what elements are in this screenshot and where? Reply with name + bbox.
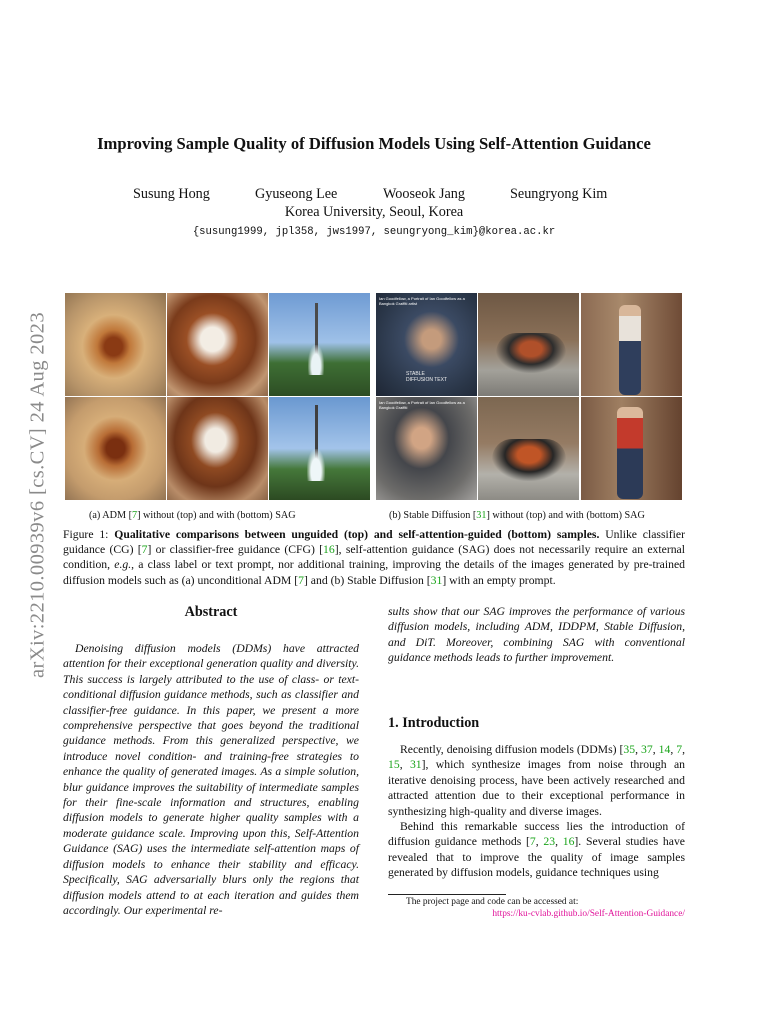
citation-link[interactable]: 7 [132, 510, 138, 521]
author-name: Wooseok Jang [383, 186, 465, 202]
footnote [388, 896, 685, 920]
abstract-heading: Abstract [184, 604, 238, 620]
sd-motorcycle-unguided-image [478, 293, 579, 396]
citation-link[interactable]: 16 [562, 835, 575, 849]
sd-portrait-guided-image [376, 397, 477, 500]
author-list [0, 186, 748, 206]
footnote-rule [388, 894, 506, 895]
citation-link[interactable]: 7 [529, 835, 536, 849]
paper-title: Improving Sample Quality of Diffusion Models Using Self-Attention Guidance [97, 134, 651, 153]
abstract-body: Denoising diffusion models (DDMs) have attracted attention for their exceptional generation quality and diversity. This success is largely attributed to the use of class- or text-conditional diffusion guidance methods, such as classifier and classifier-free guidance. In this paper, we present a more comprehensive perspective that goes beyond the traditional guidance methods. From this generalized perspective, we introduce novel condition- and training-free strategies to enhance the quality of generated images. As a simple solution, blur guidance improves the suitability of intermediate samples for their fine-scale information and structures, enabling diffusion models to generate higher quality samples with a moderate guidance scale. Improving upon this, Self-Attention Guidance (SAG) uses the intermediate self-attention maps of diffusion models to enhance their stability and efficacy. Specifically, SAG adversarially blurs only the regions that diffusion models attend to at each iteration and guides them accordingly. Our experimental re- [63, 642, 359, 917]
subcaption-b: (b) Stable Diffusion [31] without (top) and with (bottom) SAG [389, 510, 645, 521]
adm-fountain-unguided-image [269, 293, 370, 396]
portrait-overlay-text: Ian Goodfellow, a Portrait of Ian Goodfellow as a Bangkok Graffiti [379, 400, 465, 410]
author-name: Susung Hong [133, 186, 210, 202]
portrait-sign-text: STABLE DIFFUSION TEXT [406, 371, 448, 383]
footnote-text: The project page and code can be accessed at: [406, 897, 579, 907]
citation-link[interactable]: 7 [676, 743, 683, 756]
section-heading-introduction: 1. Introduction [388, 715, 480, 731]
adm-snail-guided-image [65, 397, 166, 500]
subcaption-a: (a) ADM [7] without (top) and with (bottom) SAG [89, 510, 296, 521]
citation-link[interactable]: 37 [641, 743, 653, 756]
citation-link[interactable]: 7 [298, 573, 304, 587]
sd-woman-unguided-image [581, 293, 682, 396]
adm-dog-unguided-image [167, 293, 268, 396]
citation-link[interactable]: 31 [409, 758, 422, 772]
citation-link[interactable]: 16 [323, 543, 335, 557]
citation-link[interactable]: 31 [476, 510, 487, 521]
sd-motorcycle-guided-image [478, 397, 579, 500]
adm-dog-guided-image [167, 397, 268, 500]
citation-link[interactable]: 15 [388, 758, 400, 772]
author-name: Gyuseong Lee [255, 186, 338, 202]
sd-portrait-unguided-image [376, 293, 477, 396]
figure-caption: Figure 1: Qualitative comparisons between unguided (top) and self-attention-guided (bottom) samples. Unlike classifier guidance (CG) [7] or classifier-free guidance (CFG) [16], self-attention guidance (SAG) does not necessarily require an external condition, e.g., a class label or text prompt, nor additional training, improving the details of the images generated by pre-trained diffusion models such as (a) unconditional ADM [7] and (b) Stable Diffusion [31] with an empty prompt. [63, 528, 685, 587]
citation-link[interactable]: 31 [430, 573, 443, 587]
citation-link[interactable]: 23 [543, 835, 556, 849]
abstract-continued: sults show that our SAG improves the performance of various diffusion models, including ADM, IDDPM, Stable Diffusion, and DiT. Moreover, combining SAG with conventional guidance methods leads to further improvement. [388, 605, 685, 665]
affiliation: Korea University, Seoul, Korea [284, 204, 464, 220]
author-emails: {susung1999, jpl358, jws1997, seungryong_kim}@korea.ac.kr [192, 226, 556, 238]
introduction-body [388, 742, 685, 881]
portrait-overlay-text: Ian Goodfellow, a Portrait of Ian Goodfellow as a Bangkok Graffiti artist [379, 296, 465, 306]
paragraph: Recently, denoising diffusion models (DDMs) [35, 37, 14, 7, 15, 31], which synthesize images from noise through an iterative denoising process, have been actively researched and attracted attention due to their exceptional performance in synthesizing high-quality and diverse images. [388, 743, 685, 818]
citation-link[interactable]: 14 [658, 743, 671, 756]
citation-link[interactable]: 7 [141, 543, 148, 557]
adm-snail-unguided-image [65, 293, 166, 396]
sd-woman-guided-image [581, 397, 682, 500]
paragraph: Behind this remarkable success lies the introduction of diffusion guidance methods [7, 23, 16]. Several studies have revealed that to improve the quality of image samples generated by diffusion models, guidance techniques using [388, 820, 685, 880]
citation-link[interactable]: 35 [623, 743, 636, 756]
project-page-link[interactable]: https://ku-cvlab.github.io/Self-Attention-Guidance/ [492, 909, 685, 919]
author-name: Seungryong Kim [510, 186, 608, 202]
arxiv-stamp-text: arXiv:2210.00939v6 [cs.CV] 24 Aug 2023 [26, 312, 49, 678]
adm-fountain-guided-image [269, 397, 370, 500]
